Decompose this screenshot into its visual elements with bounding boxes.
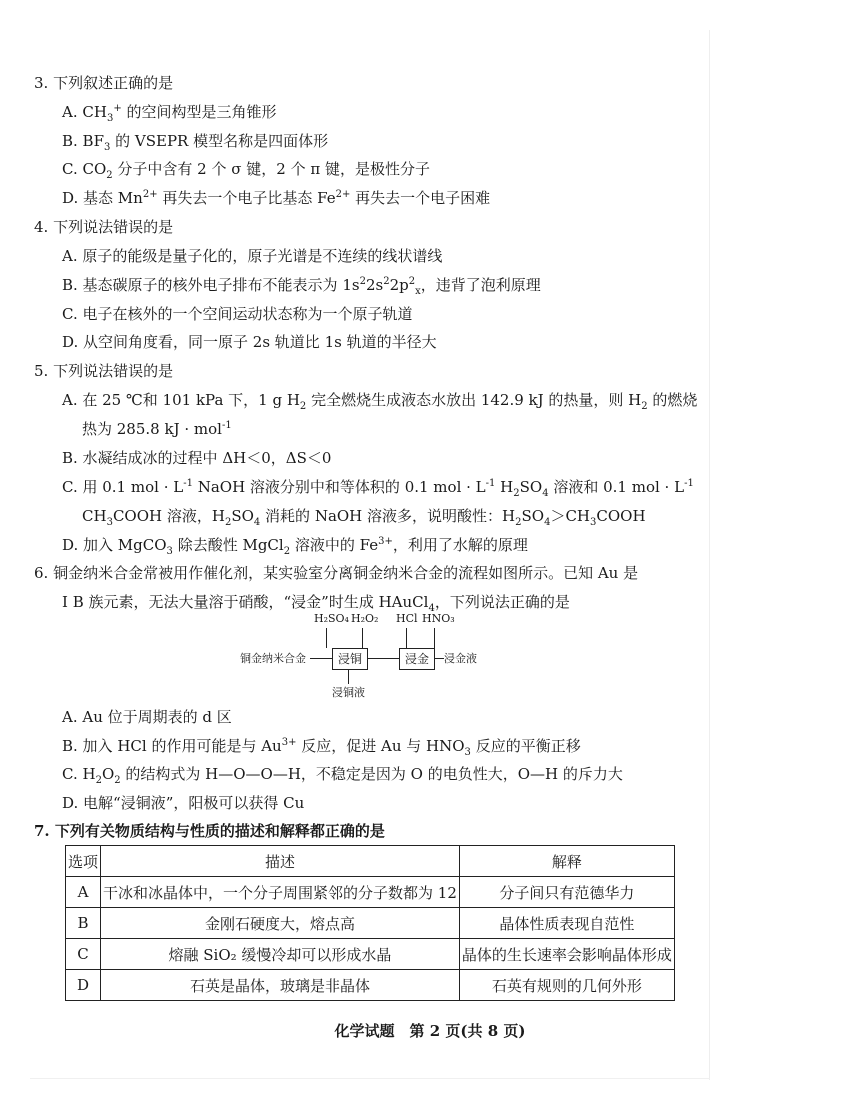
question-5-option-d: D. 加入 MgCO$_3$ 除去酸性 MgCl$_2$ 溶液中的 $Fe^{3+}$，利用了水解的原理 (62, 536, 528, 557)
arrow-line (362, 628, 363, 648)
question-6-option-c: C. $H_2O_2$ 的结构式为 H—O—O—H，不稳定是因为 O 的电负性大，O—H 的斥力大 (62, 765, 623, 786)
question-4-option-c: C. 电子在核外的一个空间运动状态称为一个原子轨道 (62, 305, 413, 323)
question-5-option-a-cont: 热为 285.8 kJ · mol$^{-1}$ (82, 420, 232, 438)
table-header-row (66, 846, 675, 877)
arrow-line (310, 658, 332, 659)
arrow-line (348, 670, 349, 684)
scan-edge-line (709, 30, 710, 1080)
question-6-option-d: D. 电解“浸铜液”，阳极可以获得 Cu (62, 794, 305, 812)
question-4-stem: 4. 下列说法错误的是 (34, 218, 174, 236)
header-explanation: 解释 (459, 846, 674, 877)
reagent-h2so4: H₂SO₄ (314, 612, 349, 625)
header-option: 选项 (66, 846, 101, 877)
question-4-option-b: B. 基态碳原子的核外电子排布不能表示为 $1s^22s^22p^2_x$，违背了泡利原理 (62, 276, 541, 297)
question-5-option-c: C. 用 0.1 mol · $L^{-1}$ NaOH 溶液分别中和等体积的 0.1 mol · $L^{-1}$ $H_2SO_4$ 溶液和 0.1 mol · $L^{-1}$ (62, 478, 694, 499)
question-5-option-c-cont: $CH_3COOH$ 溶液，$H_2SO_4$ 消耗的 NaOH 溶液多，说明酸性：$H_2SO_4>CH_3COOH$ (82, 507, 646, 528)
arrow-line (367, 658, 399, 659)
table-row (66, 970, 675, 1001)
row-description: 金刚石硬度大，熔点高 (101, 908, 460, 939)
header-description: 描述 (101, 846, 460, 877)
arrow-line (434, 658, 444, 659)
row-explanation: 晶体性质表现自范性 (459, 908, 674, 939)
output-label: 浸金液 (444, 652, 477, 665)
question-6-option-b: B. 加入 HCl 的作用可能是与 $Au^{3+}$ 反应，促进 Au 与 $HNO_3$ 反应的平衡正移 (62, 737, 581, 758)
row-option: C (66, 939, 101, 970)
step-copper-leach-box: 浸铜 (332, 648, 368, 670)
row-explanation: 晶体的生长速率会影响晶体形成 (459, 939, 674, 970)
scan-bottom-line (30, 1078, 710, 1079)
question-3-stem: 3. 下列叙述正确的是 (34, 74, 174, 92)
row-option: D (66, 970, 101, 1001)
reagent-hno3: HNO₃ (422, 612, 455, 625)
question-3-option-c: C. $CO_2$ 分子中含有 2 个 σ 键，2 个 π 键，是极性分子 (62, 160, 430, 181)
byproduct-label: 浸铜液 (332, 686, 365, 699)
row-option: A (66, 877, 101, 908)
table-row (66, 908, 675, 939)
flow-diagram (240, 612, 480, 702)
question-3-option-d: D. 基态 $Mn^{2+}$ 再失去一个电子比基态 $Fe^{2+}$ 再失去一个电子困难 (62, 189, 491, 207)
question-7-table (65, 845, 675, 1001)
question-6-option-a: A. Au 位于周期表的 d 区 (62, 708, 232, 726)
row-description: 熔融 SiO₂ 缓慢冷却可以形成水晶 (101, 939, 460, 970)
table-row (66, 939, 675, 970)
row-explanation: 分子间只有范德华力 (459, 877, 674, 908)
row-explanation: 石英有规则的几何外形 (459, 970, 674, 1001)
question-5-stem: 5. 下列说法错误的是 (34, 362, 174, 380)
arrow-line (434, 628, 435, 648)
reagent-hcl: HCl (396, 612, 418, 625)
page-footer: 化学试题 第 2 页(共 8 页) (334, 1022, 526, 1040)
question-5-option-a: A. 在 25 ℃和 101 kPa 下，1 g $H_2$ 完全燃烧生成液态水放出 142.9 kJ 的热量，则 $H_2$ 的燃烧 (62, 391, 698, 412)
table-row (66, 877, 675, 908)
row-description: 石英是晶体，玻璃是非晶体 (101, 970, 460, 1001)
question-4-option-a: A. 原子的能级是量子化的，原子光谱是不连续的线状谱线 (62, 247, 443, 265)
question-7-stem: 7. 下列有关物质结构与性质的描述和解释都正确的是 (34, 822, 385, 840)
question-5-option-b: B. 水凝结成冰的过程中 ΔH＜0，ΔS＜0 (62, 449, 332, 467)
question-4-option-d: D. 从空间角度看，同一原子 2s 轨道比 1s 轨道的半径大 (62, 333, 437, 351)
row-option: B (66, 908, 101, 939)
question-6-stem: 6. 铜金纳米合金常被用作催化剂，某实验室分离铜金纳米合金的流程如图所示。已知 Au 是 (34, 564, 639, 582)
question-3-option-a: A. $CH_3^+$ 的空间构型是三角锥形 (62, 103, 277, 124)
question-6-stem-cont: I B 族元素，无法大量溶于硝酸，“浸金”时生成 HAuCl$_4$，下列说法正确的是 (62, 593, 570, 614)
row-description: 干冰和冰晶体中，一个分子周围紧邻的分子数都为 12 (101, 877, 460, 908)
arrow-line (406, 628, 407, 648)
question-3-option-b: B. $BF_3$ 的 VSEPR 模型名称是四面体形 (62, 132, 329, 153)
arrow-line (326, 628, 327, 648)
step-gold-leach-box: 浸金 (399, 648, 435, 670)
reagent-h2o2: H₂O₂ (351, 612, 379, 625)
input-label: 铜金纳米合金 (240, 652, 306, 665)
